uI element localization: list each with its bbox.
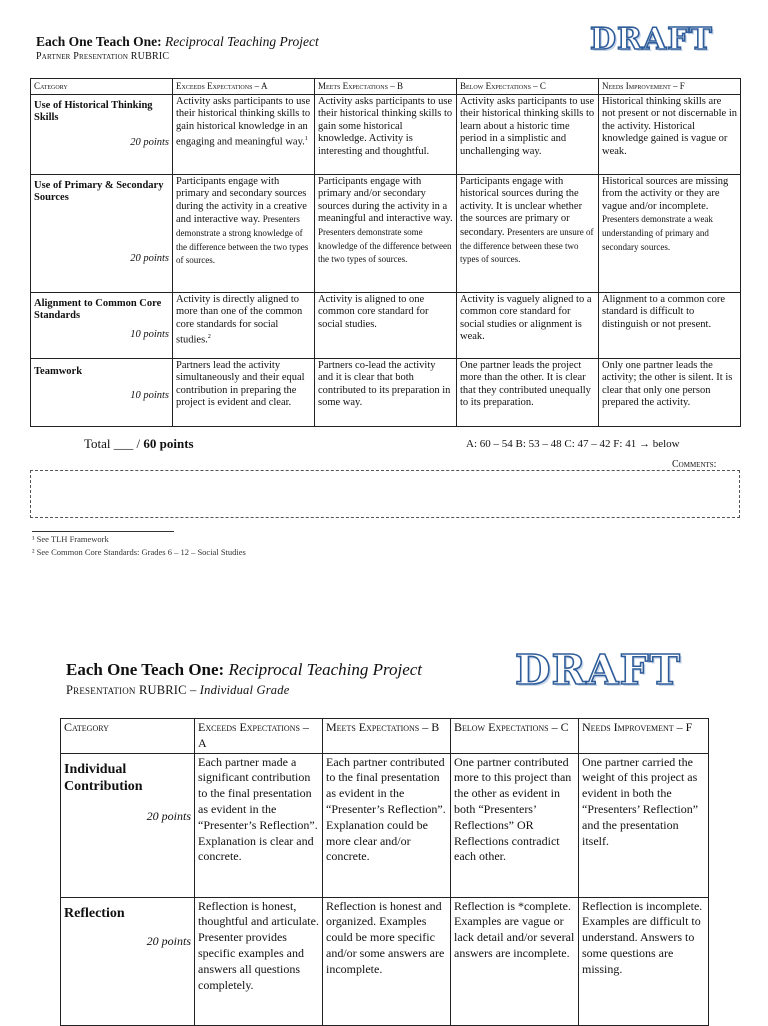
doc2-title (66, 660, 422, 680)
cell-text: Activity is directly aligned to more than one of the common core standards for social studies. (176, 293, 303, 346)
category-cell (31, 94, 173, 174)
below-cell (457, 174, 599, 292)
doc2-title-italic: Reciprocal Teaching Project (228, 660, 423, 679)
below-cell: One partner leads the project more than the other. It is clear that they contributed unequally to its preparation. (457, 358, 599, 426)
doc2-subtitle (66, 683, 289, 698)
points-label: 20 points (146, 808, 191, 823)
doc2-header-needs: Needs Improvement – F (579, 719, 709, 754)
category-cell (31, 292, 173, 358)
doc1-draft-stamp: DRAFT (590, 22, 713, 57)
meets-cell: Each partner contributed to the final presentation as evident in the “Presenter’s Reflection”. Explanation could be more clear and/or concrete. (323, 753, 451, 897)
doc1-title (36, 34, 319, 50)
category-title: Use of Historical Thinking Skills (34, 99, 153, 124)
cell-text: Participants engage with primary and secondary sources during the activity in a creative and interactive way. (176, 175, 307, 226)
below-cell: Activity asks participants to use their historical thinking skills to learn about a historic time period in a simplistic and unchallenging way. (457, 94, 599, 174)
below-cell: Activity is vaguely aligned to a common core standard for social studies or alignment is weak. (457, 292, 599, 358)
footnote-1: ¹ See TLH Framework (32, 534, 109, 544)
doc1-header-row (31, 79, 741, 95)
needs-cell: One partner carried the weight of this project as evident in both the “Presenters’ Reflection” and the presentation itself. (579, 753, 709, 897)
exceeds-cell (173, 94, 315, 174)
doc2-header-meets: Meets Expectations – B (323, 719, 451, 754)
doc2-header-row (61, 719, 709, 754)
doc2-header-below: Below Expectations – C (451, 719, 579, 754)
below-cell: One partner contributed more to this project than the other as evident in both “Presenters’ Reflections” OR Reflections contradict each other. (451, 753, 579, 897)
category-cell (61, 897, 195, 1025)
category-title: Teamwork (34, 365, 83, 377)
doc2-draft-stamp: DRAFT (515, 646, 682, 694)
needs-cell: Historical thinking skills are not present or not discernable in the activity. Historical knowledge gained is vague or weak. (599, 94, 741, 174)
doc2-header-category: Category (61, 719, 195, 754)
category-title: Reflection (64, 905, 125, 921)
category-title: Alignment to Common Core Standards (34, 297, 162, 322)
table-row (31, 358, 741, 426)
doc2-subtitle-italic: Individual Grade (199, 683, 290, 697)
cell-text-small: Presenters demonstrate some knowledge of the difference between the two types of sources. (318, 226, 452, 265)
below-cell: Reflection is *complete. Examples are vague or lack detail and/or several answers are incomplete. (451, 897, 579, 1025)
footnote-ref: 1 (304, 135, 308, 143)
exceeds-cell: Reflection is honest, thoughtful and articulate. Presenter provides specific examples and answers all questions completely. (195, 897, 323, 1025)
total-points: 60 points (143, 436, 194, 451)
cell-text-small: Presenters are unsure of the difference between these two types of sources. (460, 226, 594, 265)
doc1-header-needs: Needs Improvement – F (599, 79, 741, 95)
category-title: Individual Contribution (64, 761, 143, 794)
footnote-divider (32, 531, 174, 532)
doc2-subtitle-text: Presentation RUBRIC – (66, 683, 197, 697)
cell-text: Historical sources are missing from the activity or they are vague and/or incomplete. (602, 175, 729, 212)
table-row (31, 292, 741, 358)
doc1-comments-label: Comments: (672, 459, 717, 470)
meets-cell: Activity asks participants to use their historical thinking skills to gain some historical knowledge. Activity is interesting and thoughtful. (315, 94, 457, 174)
category-title: Use of Primary & Secondary Sources (34, 179, 164, 204)
cell-text-small: Presenters demonstrate a weak understanding of primary and secondary sources. (602, 214, 713, 252)
doc1-header-meets: Meets Expectations – B (315, 79, 457, 95)
table-row (61, 897, 709, 1025)
meets-cell: Reflection is honest and organized. Examples could be more specific and/or some answers are incomplete. (323, 897, 451, 1025)
cell-text: Activity asks participants to use their historical thinking skills to gain historical knowledge in an engaging and meaningful way. (176, 95, 311, 148)
doc1-title-bold: Each One Teach One: (36, 34, 162, 49)
doc1-rubric-table (30, 78, 741, 427)
exceeds-cell: Partners lead the activity simultaneously and their equal contribution in preparing the project is evident and clear. (173, 358, 315, 426)
doc1-total (84, 436, 194, 452)
cell-text: Participants engage with primary and/or secondary sources during the activity in a meaningful and interactive way. (318, 175, 453, 225)
meets-cell: Activity is aligned to one common core standard for social studies. (315, 292, 457, 358)
table-row (31, 174, 741, 292)
total-label: Total ___ / (84, 436, 141, 451)
doc1-comments-box[interactable] (30, 470, 740, 518)
meets-cell (315, 174, 457, 292)
points-label: 20 points (130, 136, 169, 148)
doc1-header-exceeds: Exceeds Expectations – A (173, 79, 315, 95)
footnote-ref: 2 (207, 333, 211, 341)
points-label: 10 points (130, 390, 169, 402)
doc1-title-italic: Reciprocal Teaching Project (165, 34, 319, 49)
doc1-header-category: Category (31, 79, 173, 95)
needs-cell: Only one partner leads the activity; the other is silent. It is clear that only one person prepared the activity. (599, 358, 741, 426)
needs-cell (599, 174, 741, 292)
doc1-subtitle: Partner Presentation RUBRIC (36, 51, 170, 62)
doc1-header-below: Below Expectations – C (457, 79, 599, 95)
footnote-2: ² See Common Core Standards: Grades 6 – 12 – Social Studies (32, 547, 246, 557)
doc2-title-bold: Each One Teach One: (66, 660, 225, 679)
exceeds-cell (173, 174, 315, 292)
doc2-rubric-table (60, 718, 709, 1026)
table-row (31, 94, 741, 174)
needs-cell: Reflection is incomplete. Examples are difficult to understand. Answers to some questions are missing. (579, 897, 709, 1025)
category-cell (31, 358, 173, 426)
needs-cell: Alignment to a common core standard is difficult to distinguish or not present. (599, 292, 741, 358)
exceeds-cell: Each partner made a significant contribution to the final presentation as evident in the “Presenter’s Reflection”. Explanation is clear and concrete. (195, 753, 323, 897)
table-row (61, 753, 709, 897)
doc2-header-exceeds: Exceeds Expectations – A (195, 719, 323, 754)
doc1-grade-scale: A: 60 – 54 B: 53 – 48 C: 47 – 42 F: 41 → below (466, 438, 680, 450)
cell-text: Participants engage with historical sources during the activity. It is unclear whether the sources are primary or secondary. (460, 175, 583, 238)
points-label: 10 points (130, 328, 169, 340)
category-cell (31, 174, 173, 292)
category-cell (61, 753, 195, 897)
points-label: 20 points (130, 252, 169, 264)
points-label: 20 points (146, 933, 191, 948)
cell-text-small: Presenters demonstrate a strong knowledge of the difference between the two types of sources. (176, 214, 309, 266)
exceeds-cell (173, 292, 315, 358)
meets-cell: Partners co-lead the activity and it is clear that both contributed to its preparation in some way. (315, 358, 457, 426)
